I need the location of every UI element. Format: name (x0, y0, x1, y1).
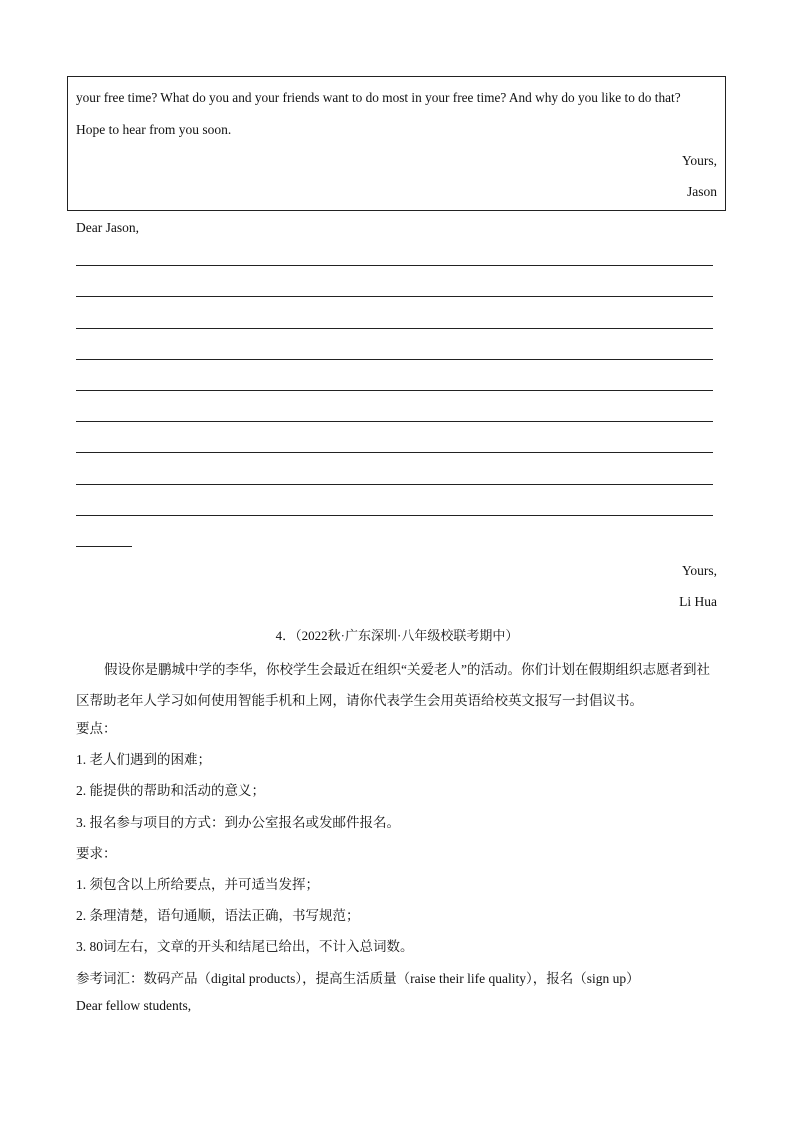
reply-closing: Yours, (681, 563, 717, 578)
letter-opening: Dear fellow students, (76, 998, 192, 1013)
writing-line (76, 515, 713, 516)
point-item: 3. 报名参与项目的方式：到办公室报名或发邮件报名。 (76, 815, 400, 830)
requirement-item: 2. 条理清楚，语句通顺，语法正确，书写规范； (76, 908, 360, 923)
requirements-label: 要求： (76, 846, 117, 861)
vocab-hint: 参考词汇：数码产品（digital products），提高生活质量（raise their life quality），报名（sign up） (76, 971, 640, 986)
question-paragraph: 假设你是鹏城中学的李华，你校学生会最近在组织“关爱老人”的活动。你们计划在假期组织志愿者到社区帮助老年人学习如何使用智能手机和上网，请你代表学生会用英语给校英文报写一封倡议书。 (76, 662, 710, 708)
prompt-letter-line: Hope to hear from you soon. (76, 122, 232, 137)
requirement-item: 1. 须包含以上所给要点，并可适当发挥； (76, 877, 319, 892)
writing-line (76, 390, 713, 391)
reply-signature: Li Hua (679, 594, 717, 609)
writing-line (76, 296, 713, 297)
writing-line (76, 452, 713, 453)
writing-line-short (76, 546, 132, 547)
prompt-letter-box (67, 76, 726, 211)
prompt-letter-line: your free time? What do you and your friends want to do most in your free time? And why do you like to do that? (76, 90, 681, 105)
point-item: 2. 能提供的帮助和活动的意义； (76, 783, 265, 798)
requirement-item: 3. 80词左右，文章的开头和结尾已给出，不计入总词数。 (76, 939, 414, 954)
writing-line (76, 359, 713, 360)
prompt-letter-signature: Jason (687, 184, 717, 199)
reply-salutation: Dear Jason, (76, 220, 139, 235)
points-label: 要点： (76, 721, 117, 736)
writing-line (76, 484, 713, 485)
question-header: 4．（2022秋·广东深圳·八年级校联考期中） (275, 628, 519, 643)
point-item: 1. 老人们遇到的困难； (76, 752, 211, 767)
writing-line (76, 328, 713, 329)
writing-line (76, 265, 713, 266)
prompt-letter-closing: Yours, (681, 153, 717, 168)
writing-line (76, 421, 713, 422)
